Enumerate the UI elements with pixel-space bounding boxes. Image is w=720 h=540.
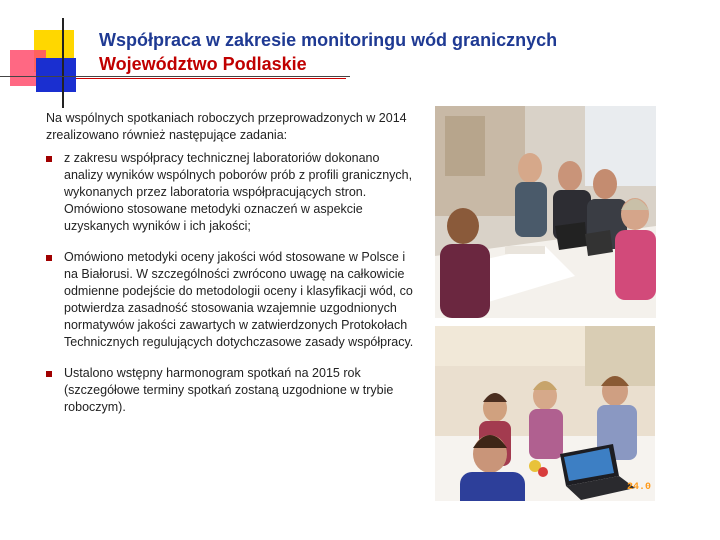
bullet-item bbox=[46, 249, 421, 351]
bullet-text: z zakresu współpracy technicznej laboratoriów dokonano analizy wyników wspólnych poborów prób z profili granicznych, wykonanych przez laboratoria współpracujących stron. Omówiono stosowane metodyki oznaczeń w aspekcie uzyskanych wyników i ich jakości; bbox=[64, 151, 413, 233]
bullet-text: Omówiono metodyki oceny jakości wód stosowane w Polsce i na Białorusi. W szczególności zwrócono uwagę na całkowicie odmienne podejście do metodologii oceny i klasyfikacji wód, co potwierdza zasadność stosowania wzajemnie uzgodnionych normatywów jakości zawartych w zatwierdzonych Protokołach Technicznych regulujących dotychczasowe zasady współpracy. bbox=[64, 250, 414, 349]
title-accent-line bbox=[76, 78, 346, 79]
meeting-photo-2 bbox=[435, 326, 655, 501]
bullet-list bbox=[46, 150, 421, 430]
title-line-2: Województwo Podlaskie bbox=[99, 54, 307, 74]
bullet-item bbox=[46, 150, 421, 235]
intro-text: Na wspólnych spotkaniach roboczych przeprowadzonych w 2014 zrealizowano również następujące zadania: bbox=[46, 111, 407, 142]
bullet-item bbox=[46, 365, 421, 416]
meeting-photo-1 bbox=[435, 106, 656, 318]
bullet-marker-icon bbox=[46, 156, 52, 162]
corner-logo bbox=[0, 0, 100, 100]
title-divider-line bbox=[0, 76, 350, 77]
photo-timestamp: 24.0 bbox=[626, 482, 651, 493]
bullet-text: Ustalono wstępny harmonogram spotkań na 2015 rok (szczegółowe terminy spotkań zostaną uzgodnione w trybie roboczym). bbox=[64, 366, 394, 414]
bullet-marker-icon bbox=[46, 371, 52, 377]
logo-vertical-line bbox=[62, 18, 64, 108]
bullet-marker-icon bbox=[46, 255, 52, 261]
logo-blue-square bbox=[36, 58, 76, 92]
title-line-1: Współpraca w zakresie monitoringu wód granicznych bbox=[99, 30, 558, 50]
slide-title bbox=[99, 28, 557, 76]
